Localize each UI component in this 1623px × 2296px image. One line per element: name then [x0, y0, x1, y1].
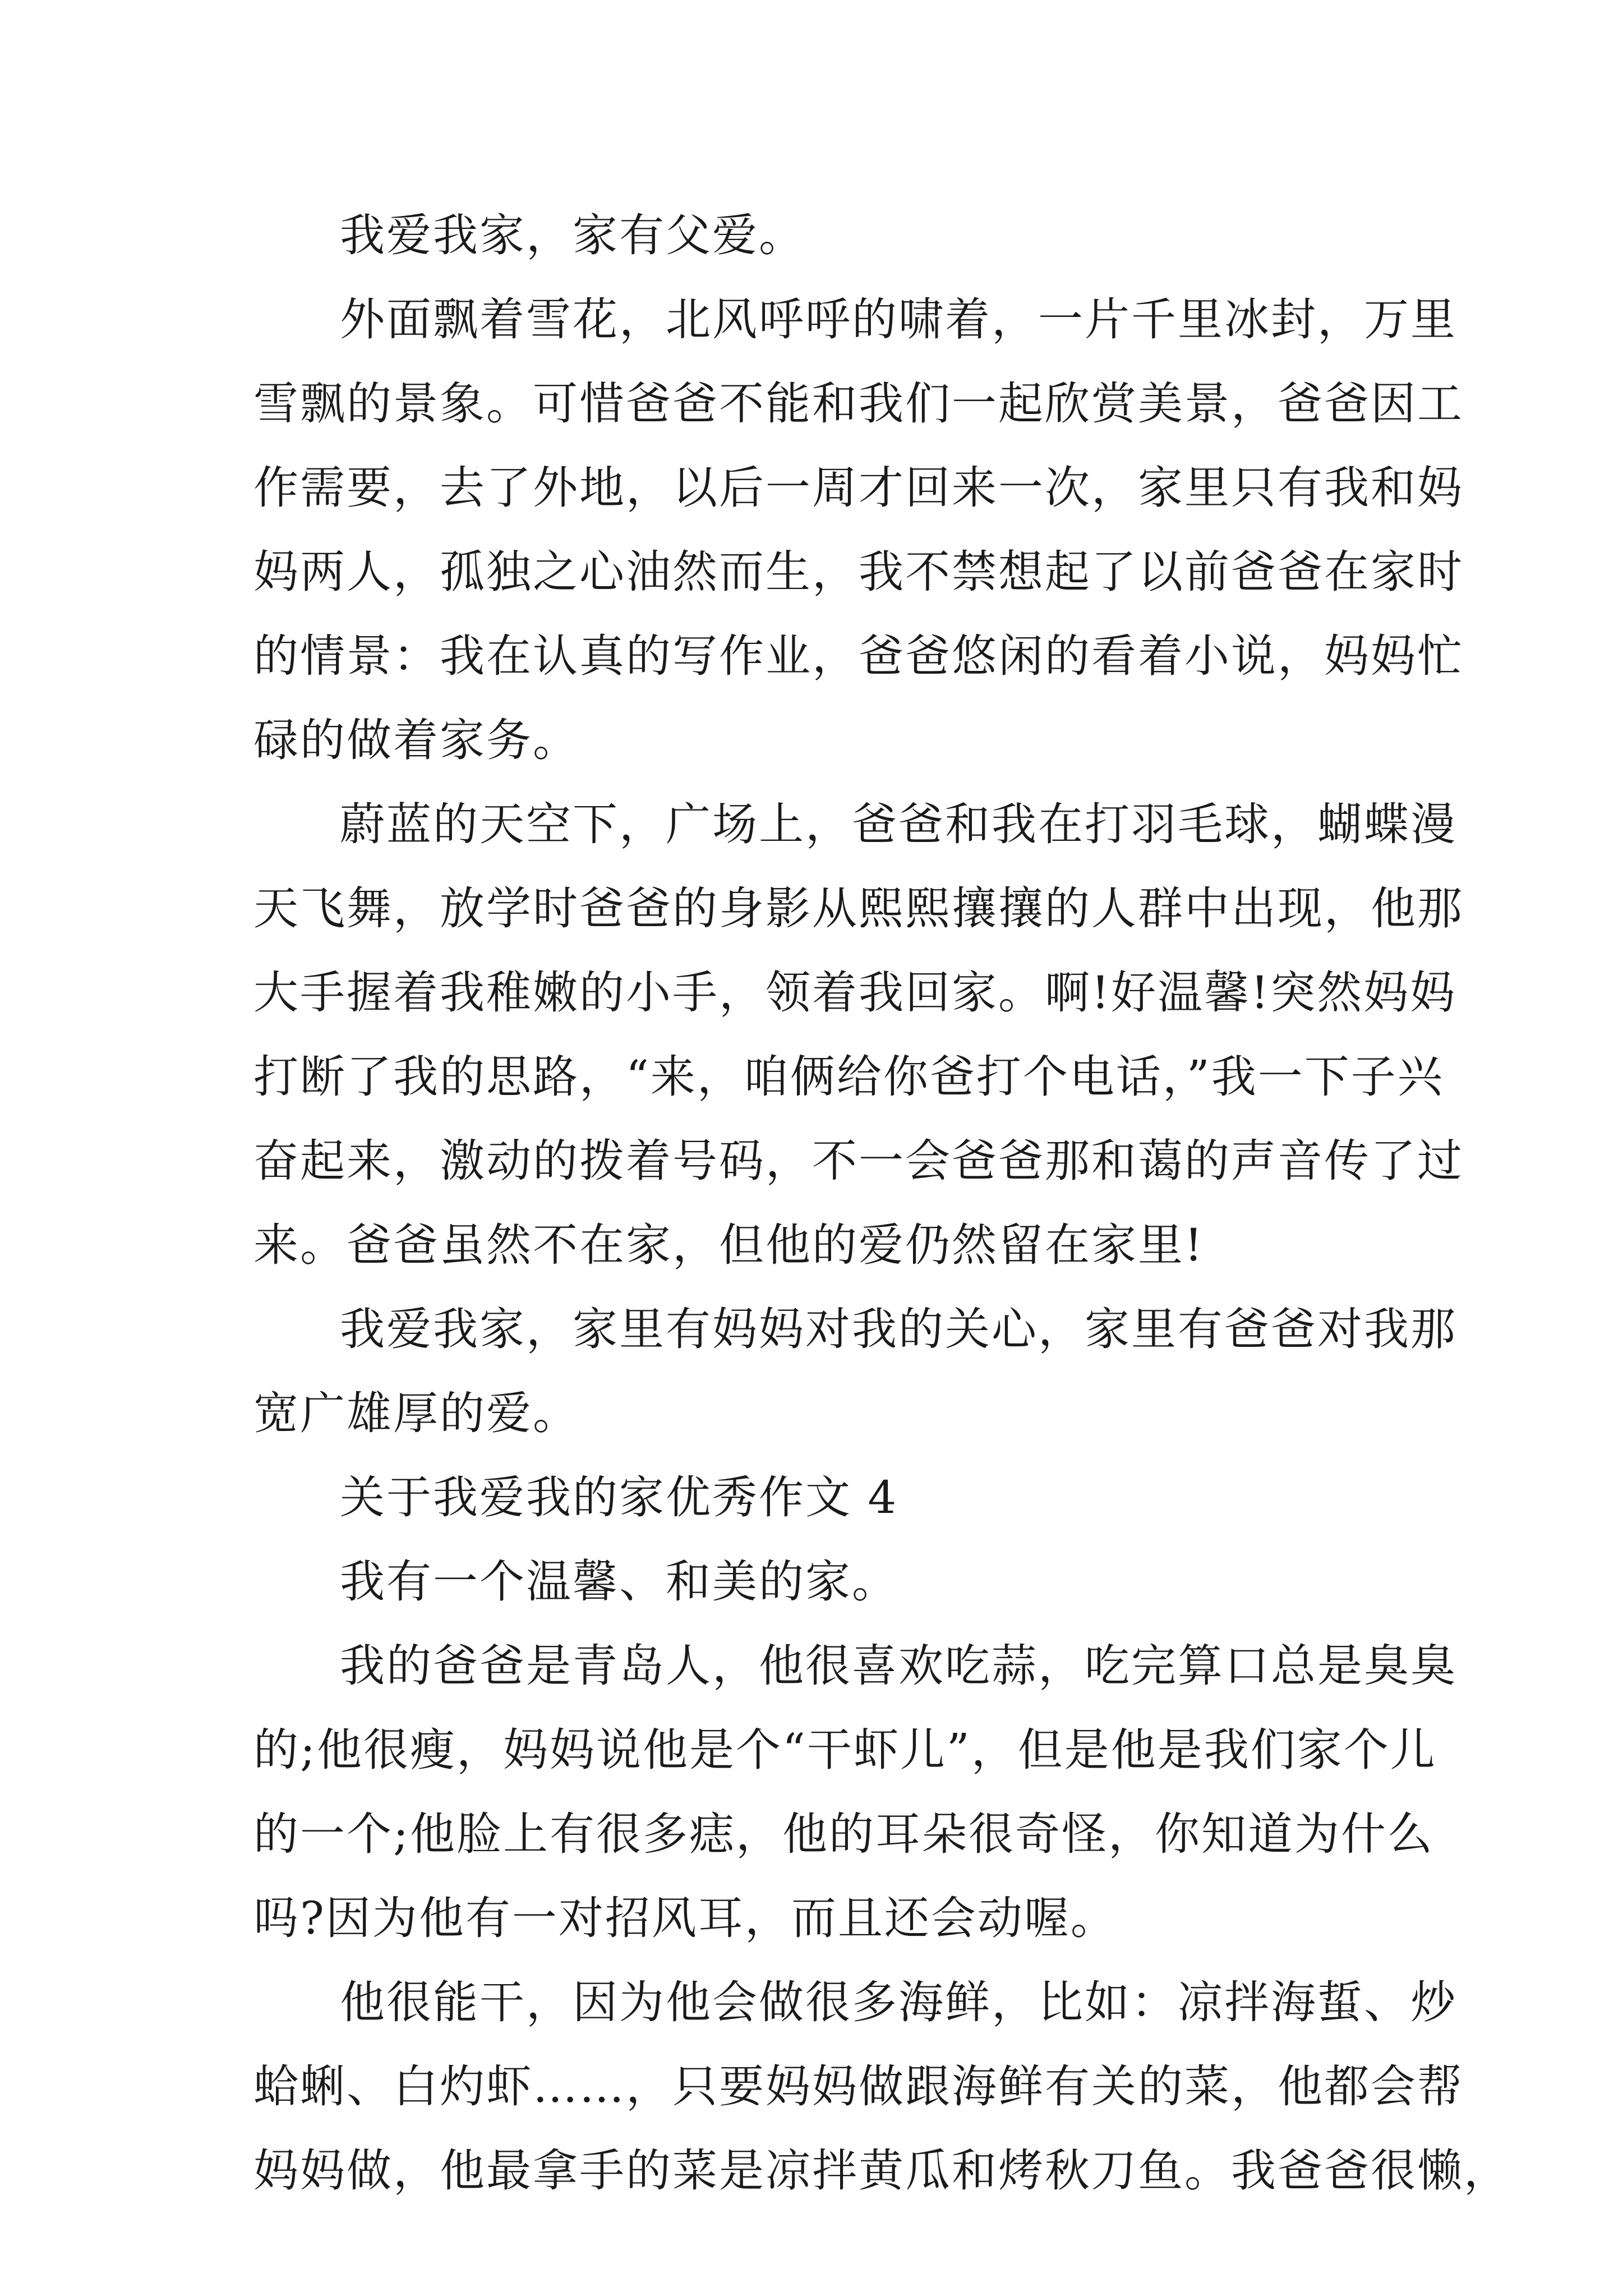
text-line: 奋起来，激动的拨着号码，不一会爸爸那和蔼的声音传了过 — [253, 1135, 1464, 1187]
text-line: 的情景：我在认真的写作业，爸爸悠闲的看着小说，妈妈忙 — [253, 630, 1464, 682]
text-line: 我的爸爸是青岛人，他很喜欢吃蒜，吃完算口总是臭臭 — [340, 1640, 1457, 1692]
text-line: 大手握着我稚嫩的小手，领着我回家。啊!好温馨!突然妈妈 — [253, 967, 1457, 1019]
text-line: 作需要，去了外地，以后一周才回来一次，家里只有我和妈 — [253, 462, 1464, 514]
text-line: 雪飘的景象。可惜爸爸不能和我们一起欣赏美景，爸爸因工 — [253, 378, 1464, 430]
text-line: 打断了我的思路，“来，咱俩给你爸打个电话，”我一下子兴 — [253, 1051, 1444, 1103]
text-line: 外面飘着雪花，北风呼呼的啸着，一片千里冰封，万里 — [340, 293, 1457, 346]
text-line: 蛤蜊、白灼虾……，只要妈妈做跟海鲜有关的菜，他都会帮 — [253, 2060, 1464, 2113]
text-line: 我爱我家，家里有妈妈对我的关心，家里有爸爸对我那 — [340, 1303, 1457, 1355]
text-line: 的;他很瘦，妈妈说他是个“干虾儿”，但是他是我们家个儿 — [253, 1724, 1437, 1776]
text-line: 妈两人，孤独之心油然而生，我不禁想起了以前爸爸在家时 — [253, 546, 1464, 598]
text-line: 我爱我家，家有父爱。 — [340, 209, 805, 261]
text-line: 他很能干，因为他会做很多海鲜，比如：凉拌海蜇、炒 — [340, 1976, 1457, 2028]
text-line: 我有一个温馨、和美的家。 — [340, 1556, 898, 1608]
text-line: 吗?因为他有一对招风耳，而且还会动喔。 — [253, 1892, 1117, 1944]
text-line: 碌的做着家务。 — [253, 714, 579, 766]
text-line: 的一个;他脸上有很多痣，他的耳朵很奇怪，你知道为什么 — [253, 1808, 1434, 1860]
text-line: 蔚蓝的天空下，广场上，爸爸和我在打羽毛球，蝴蝶漫 — [340, 798, 1457, 850]
text-line: 妈妈做，他最拿手的菜是凉拌黄瓜和烤秋刀鱼。我爸爸很懒， — [253, 2145, 1510, 2197]
section-heading: 关于我爱我的家优秀作文 4 — [340, 1471, 898, 1524]
text-line: 来。爸爸虽然不在家，但他的爱仍然留在家里! — [253, 1219, 1205, 1271]
text-line: 宽广雄厚的爱。 — [253, 1387, 579, 1439]
text-line: 天飞舞，放学时爸爸的身影从熙熙攘攘的人群中出现，他那 — [253, 882, 1464, 935]
